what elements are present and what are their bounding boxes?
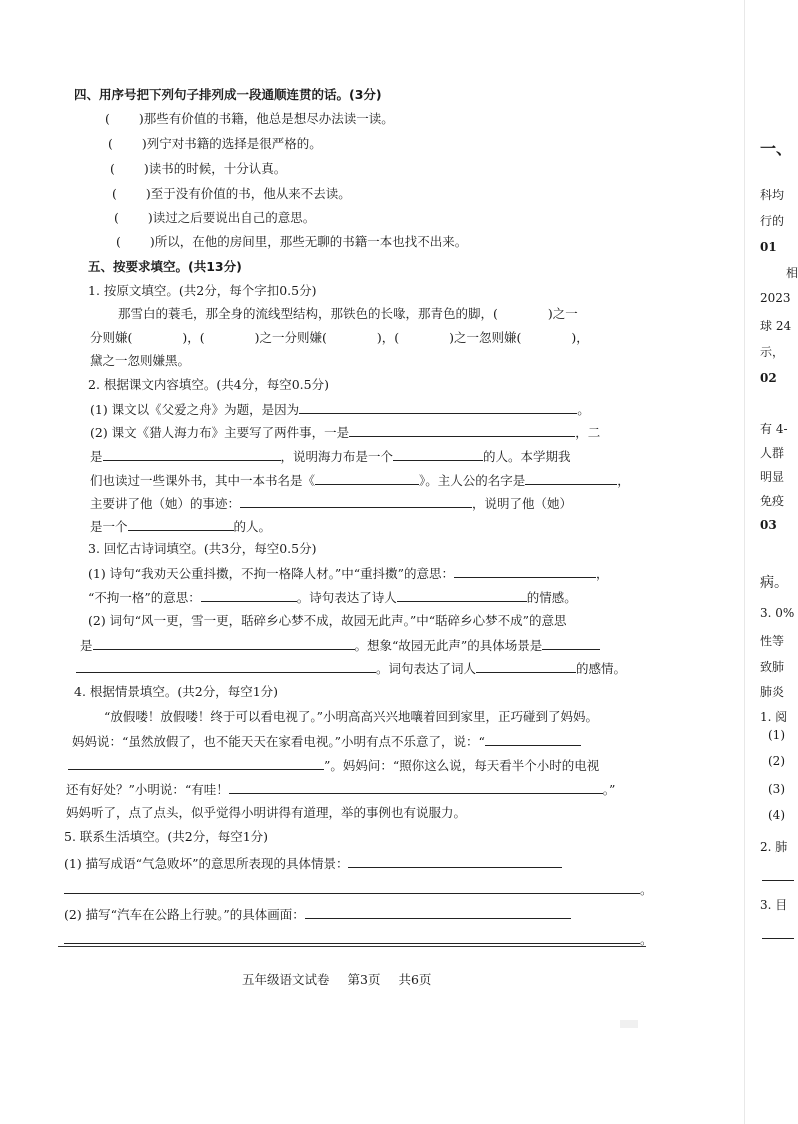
- answer-blank[interactable]: [349, 423, 575, 437]
- answer-blank[interactable]: [315, 471, 419, 485]
- section4-item: ( )列宁对书籍的选择是很严格的。: [108, 136, 322, 151]
- right-fragment: 3. 目: [760, 898, 788, 912]
- answer-blank[interactable]: [542, 636, 600, 650]
- footer-subject: 五年级语文试卷: [242, 972, 330, 987]
- answer-blank[interactable]: [476, 659, 576, 673]
- right-fragment: 明显: [760, 470, 785, 484]
- right-fragment: 行的: [760, 214, 785, 228]
- q3-line: “不拘一格”的意思： 。诗句表达了诗人 的情感。: [88, 590, 577, 605]
- section4-title: 四、用序号把下列句子排列成一段通顺连贯的话。(3分): [74, 87, 382, 102]
- q1-title: 1. 按原文填空。(共2分，每个字扣0.5分): [88, 283, 317, 298]
- answer-blank[interactable]: [525, 471, 617, 485]
- answer-blank[interactable]: [240, 494, 472, 508]
- answer-blank[interactable]: [93, 636, 355, 650]
- section4-item: ( )那些有价值的书籍，他总是想尽办法读一读。: [105, 111, 394, 126]
- footer-page: 第3页: [347, 972, 381, 987]
- q2-line: 是 ，说明海力布是一个 的人。本学期我: [90, 449, 571, 464]
- answer-blank[interactable]: [485, 732, 581, 746]
- answer-blank[interactable]: [64, 930, 640, 944]
- q3-title: 3. 回忆古诗词填空。(共3分，每空0.5分): [88, 541, 317, 556]
- right-fragment: (3): [768, 782, 785, 796]
- right-fragment: 3. 0%: [760, 606, 795, 620]
- answer-blank[interactable]: [348, 854, 562, 868]
- answer-blank[interactable]: [64, 880, 640, 894]
- q4-line: ”。妈妈问：“照你这么说，每天看半个小时的电视: [68, 756, 599, 775]
- section4-item: ( )读书的时候，十分认真。: [110, 161, 287, 176]
- q1-line: 那雪白的蓑毛，那全身的流线型结构，那铁色的长喙，那青色的脚，( )之一: [118, 306, 578, 321]
- answer-blank[interactable]: [393, 447, 483, 461]
- right-fragment: 相: [786, 266, 798, 280]
- right-fragment: 病。: [760, 575, 788, 591]
- q2-line: (1) 课文以《父爱之舟》为题，是因为 。: [90, 402, 590, 417]
- right-fragment: 2. 肺: [760, 840, 788, 854]
- q3-line: (1) 诗句“我劝天公重抖擞，不拘一格降人材。”中“重抖擞”的意思： ，: [88, 566, 609, 581]
- q2-line: 是一个 的人。: [90, 519, 272, 534]
- bottom-rule: [58, 946, 646, 947]
- answer-blank[interactable]: [103, 447, 281, 461]
- q3-line: (2) 词句“风一更，雪一更，聒碎乡心梦不成，故园无此声。”中“聒碎乡心梦不成”的意思: [88, 613, 567, 628]
- answer-blank[interactable]: [201, 588, 297, 602]
- section4-item: ( )所以，在他的房间里，那些无聊的书籍一本也找不出来。: [116, 234, 468, 249]
- answer-blank[interactable]: [76, 659, 376, 673]
- q2-line: 主要讲了他（她）的事迹： ，说明了他（她）: [90, 496, 573, 511]
- right-fragment: 2023: [760, 291, 791, 305]
- page-fold-divider: [744, 0, 745, 1124]
- right-answer-line: [762, 938, 794, 939]
- q2-line: (2) 课文《猎人海力布》主要写了两件事，一是 ，二: [90, 425, 601, 440]
- answer-blank[interactable]: [68, 756, 324, 770]
- q4-line: 还有好处？”小明说：“有哇！ 。”: [66, 782, 616, 797]
- section4-item: ( )读过之后要说出自己的意思。: [114, 210, 316, 225]
- right-fragment: 1. 阅: [760, 710, 788, 724]
- answer-blank[interactable]: [128, 517, 234, 531]
- right-fragment: 性等: [760, 634, 785, 648]
- right-fragment: 03: [760, 518, 777, 532]
- q5-line: 。: [64, 930, 653, 949]
- right-fragment: 免疫: [760, 494, 785, 508]
- footer-total: 共6页: [398, 972, 432, 987]
- q4-line: 妈妈听了，点了点头，似乎觉得小明讲得有道理，举的事例也有说服力。: [66, 805, 467, 820]
- right-fragment: (1): [768, 728, 785, 742]
- q1-line: 分则嫌( )，( )之一分则嫌( )，( )之一忽则嫌( )，: [90, 330, 589, 345]
- q4-title: 4. 根据情景填空。(共2分，每空1分): [74, 684, 279, 699]
- q5-line: (2) 描写“汽车在公路上行驶。”的具体画面：: [64, 905, 571, 924]
- scan-speck: [620, 1020, 638, 1028]
- q1-line: 黛之一忽则嫌黑。: [90, 353, 191, 368]
- right-fragment: 科均: [760, 188, 785, 202]
- right-answer-line: [762, 880, 794, 881]
- section5-title: 五、按要求填空。(共13分): [88, 259, 242, 274]
- right-fragment: 肺炎: [760, 685, 785, 699]
- answer-blank[interactable]: [299, 400, 577, 414]
- answer-blank[interactable]: [397, 588, 527, 602]
- q5-line: 。: [64, 880, 653, 899]
- right-fragment: 02: [760, 371, 777, 385]
- q3-line: 。词句表达了词人 的感情。: [76, 659, 626, 678]
- right-fragment: 球 24: [760, 319, 792, 333]
- q2-title: 2. 根据课文内容填空。(共4分，每空0.5分): [88, 377, 329, 392]
- q4-line: “放假喽！放假喽！终于可以看电视了。”小明高高兴兴地嚷着回到家里，正巧碰到了妈妈。: [104, 709, 599, 724]
- q4-line: 妈妈说：“虽然放假了，也不能天天在家看电视。”小明有点不乐意了，说：“: [72, 732, 581, 751]
- q5-title: 5. 联系生活填空。(共2分，每空1分): [64, 829, 269, 844]
- right-fragment: 致肺: [760, 660, 785, 674]
- section4-item: ( )至于没有价值的书，他从来不去读。: [112, 186, 351, 201]
- right-fragment: 人群: [760, 446, 785, 460]
- right-fragment: 有 4-: [760, 422, 788, 436]
- right-fragment: (4): [768, 808, 785, 822]
- answer-blank[interactable]: [305, 905, 571, 919]
- right-fragment: (2): [768, 754, 785, 768]
- answer-blank[interactable]: [229, 780, 603, 794]
- q5-line: (1) 描写成语“气急败坏”的意思所表现的具体情景：: [64, 854, 562, 873]
- page-footer: [242, 970, 445, 988]
- right-fragment: 01: [760, 240, 777, 254]
- right-fragment: 示，: [760, 345, 785, 359]
- right-fragment: 一、: [760, 139, 793, 158]
- q2-line: 们也读过一些课外书，其中一本书名是《 》。主人公的名字是 ，: [90, 473, 630, 488]
- q3-line: 是 。想象“故园无此声”的具体场景是: [80, 636, 600, 655]
- answer-blank[interactable]: [454, 564, 596, 578]
